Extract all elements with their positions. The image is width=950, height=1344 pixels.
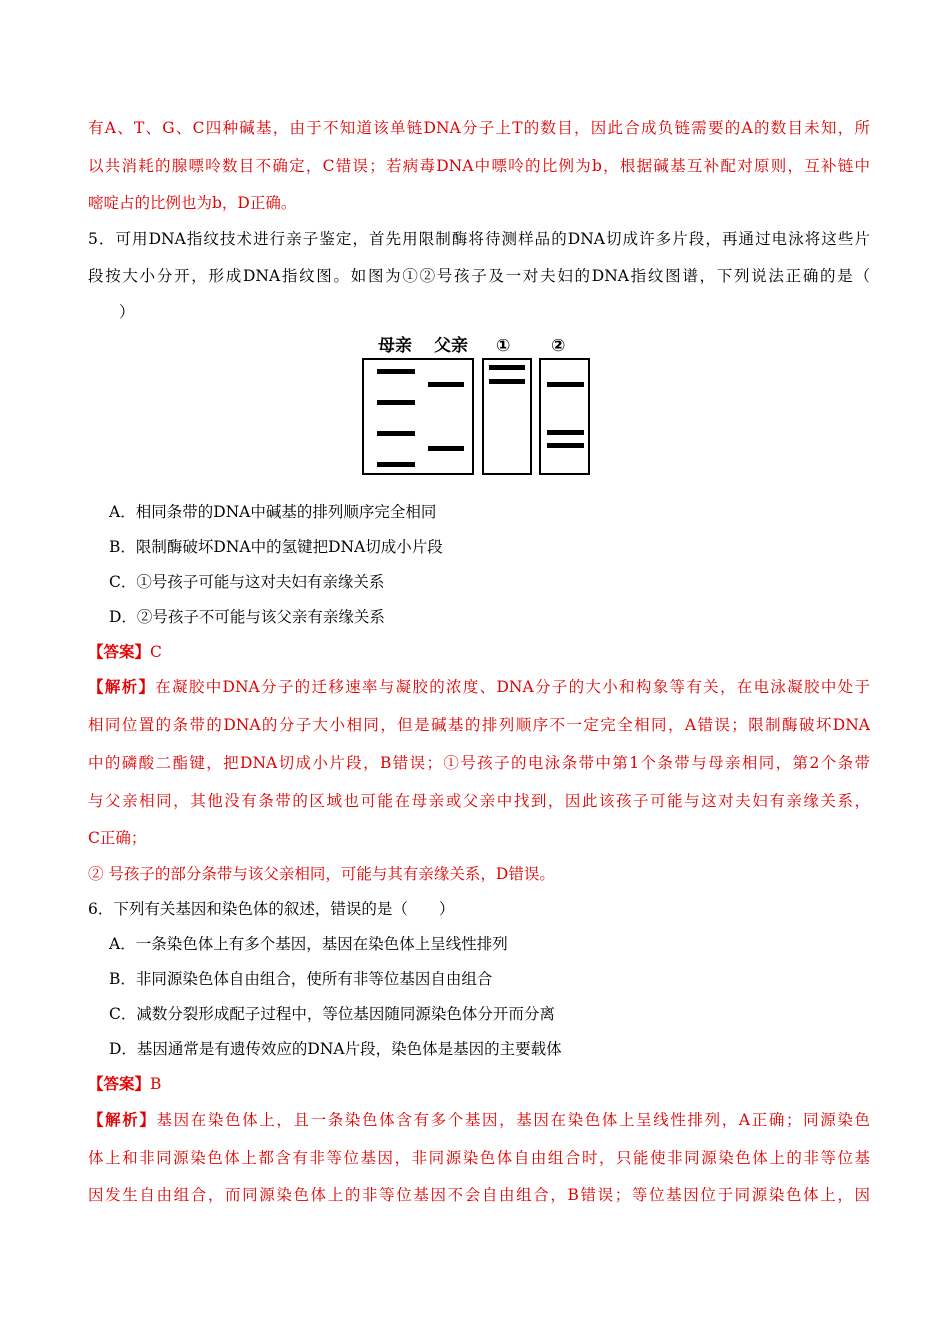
explanation-line: 因发生自由组合，而同源染色体上的非等位基因不会自由组合，B错误；等位基因位于同源染色体上，因 (88, 1186, 870, 1204)
band-mother (377, 400, 415, 405)
band-child-2 (547, 430, 584, 435)
gel-lane-child-2 (539, 358, 590, 475)
option-b: B．非同源染色体自由组合，使所有非等位基因自由组合 (109, 970, 493, 988)
explanation-tag: 【解析】 (88, 1110, 157, 1129)
dna-fingerprint-figure (362, 335, 592, 477)
answer-value: B (150, 1075, 162, 1093)
explanation-tag: 【解析】 (88, 677, 156, 696)
explanation-line: C正确； (88, 829, 147, 847)
text-line: 以共消耗的腺嘌呤数目不确定，C错误；若病毒DNA中嘌呤的比例为b，根据碱基互补配对原则，互补链中 (88, 157, 870, 175)
option-a: A．相同条带的DNA中碱基的排列顺序完全相同 (109, 503, 437, 521)
band-father (428, 382, 464, 387)
band-mother (377, 431, 415, 436)
band-mother (377, 369, 415, 374)
explanation-line: 相同位置的条带的DNA的分子大小相同，但是碱基的排列顺序不一定完全相同，A错误；限制酶破坏DNA (88, 716, 870, 734)
band-child-1 (489, 365, 525, 370)
option-c: C．减数分裂形成配子过程中，等位基因随同源染色体分开而分离 (109, 1005, 555, 1023)
question-stem: 5．可用DNA指纹技术进行亲子鉴定，首先用限制酶将待测样品的DNA切成许多片段，再通过电泳将这些片 (88, 230, 870, 248)
label-child-2: ② (551, 336, 566, 356)
answer-tag: 【答案】 (88, 1074, 151, 1093)
band-child-2 (547, 382, 584, 387)
answer-line (88, 1074, 870, 1094)
label-child-1: ① (496, 336, 511, 356)
answer-line (88, 642, 870, 662)
question-stem: 段按大小分开，形成DNA指纹图。如图为①②号孩子及一对夫妇的DNA指纹图谱，下列说法正确的是（ (88, 267, 870, 285)
explanation-line: 体上和非同源染色体上都含有非等位基因，非同源染色体自由组合时，只能使非同源染色体上的非等位基 (88, 1149, 870, 1167)
explanation-line: ② 号孩子的部分条带与该父亲相同，可能与其有亲缘关系，D错误。 (88, 865, 555, 883)
explanation-line (88, 677, 870, 697)
question-stem: 6．下列有关基因和染色体的叙述，错误的是（ ） (88, 900, 455, 918)
explanation-line (88, 1110, 870, 1130)
option-b: B．限制酶破坏DNA中的氢键把DNA切成小片段 (109, 538, 443, 556)
band-father (428, 446, 464, 451)
answer-value: C (150, 643, 162, 661)
label-mother: 母亲 (378, 336, 412, 356)
text-line: 嘧啶占的比例也为b，D正确。 (88, 194, 297, 212)
option-a: A．一条染色体上有多个基因，基因在染色体上呈线性排列 (109, 935, 508, 953)
band-child-1 (489, 379, 525, 384)
question-stem: ） (88, 303, 135, 321)
option-d: D．基因通常是有遗传效应的DNA片段，染色体是基因的主要载体 (109, 1040, 562, 1058)
explanation-line: 与父亲相同，其他没有条带的区域也可能在母亲或父亲中找到，因此该孩子可能与这对夫妇有亲缘关系， (88, 792, 870, 810)
label-father: 父亲 (434, 336, 468, 356)
explanation-text: 在凝胶中DNA分子的迁移速率与凝胶的浓度、DNA分子的大小和构象等有关，在电泳凝胶中处于 (155, 678, 870, 696)
gel-lane-child-1 (482, 358, 532, 475)
answer-tag: 【答案】 (88, 642, 151, 661)
explanation-text: 基因在染色体上，且一条染色体含有多个基因，基因在染色体上呈线性排列，A正确；同源染色 (156, 1111, 870, 1129)
option-c: C．①号孩子可能与这对夫妇有亲缘关系 (109, 573, 385, 591)
band-mother (377, 462, 415, 467)
band-child-2 (547, 443, 584, 448)
gel-lane-parents (362, 358, 474, 475)
option-d: D．②号孩子不可能与该父亲有亲缘关系 (109, 608, 385, 626)
text-line: 有A、T、G、C四种碱基，由于不知道该单链DNA分子上T的数目，因此合成负链需要的A的数目未知，所 (88, 119, 870, 137)
explanation-line: 中的磷酸二酯键，把DNA切成小片段，B错误；①号孩子的电泳条带中第1个条带与母亲相同，第2个条带 (88, 754, 870, 772)
